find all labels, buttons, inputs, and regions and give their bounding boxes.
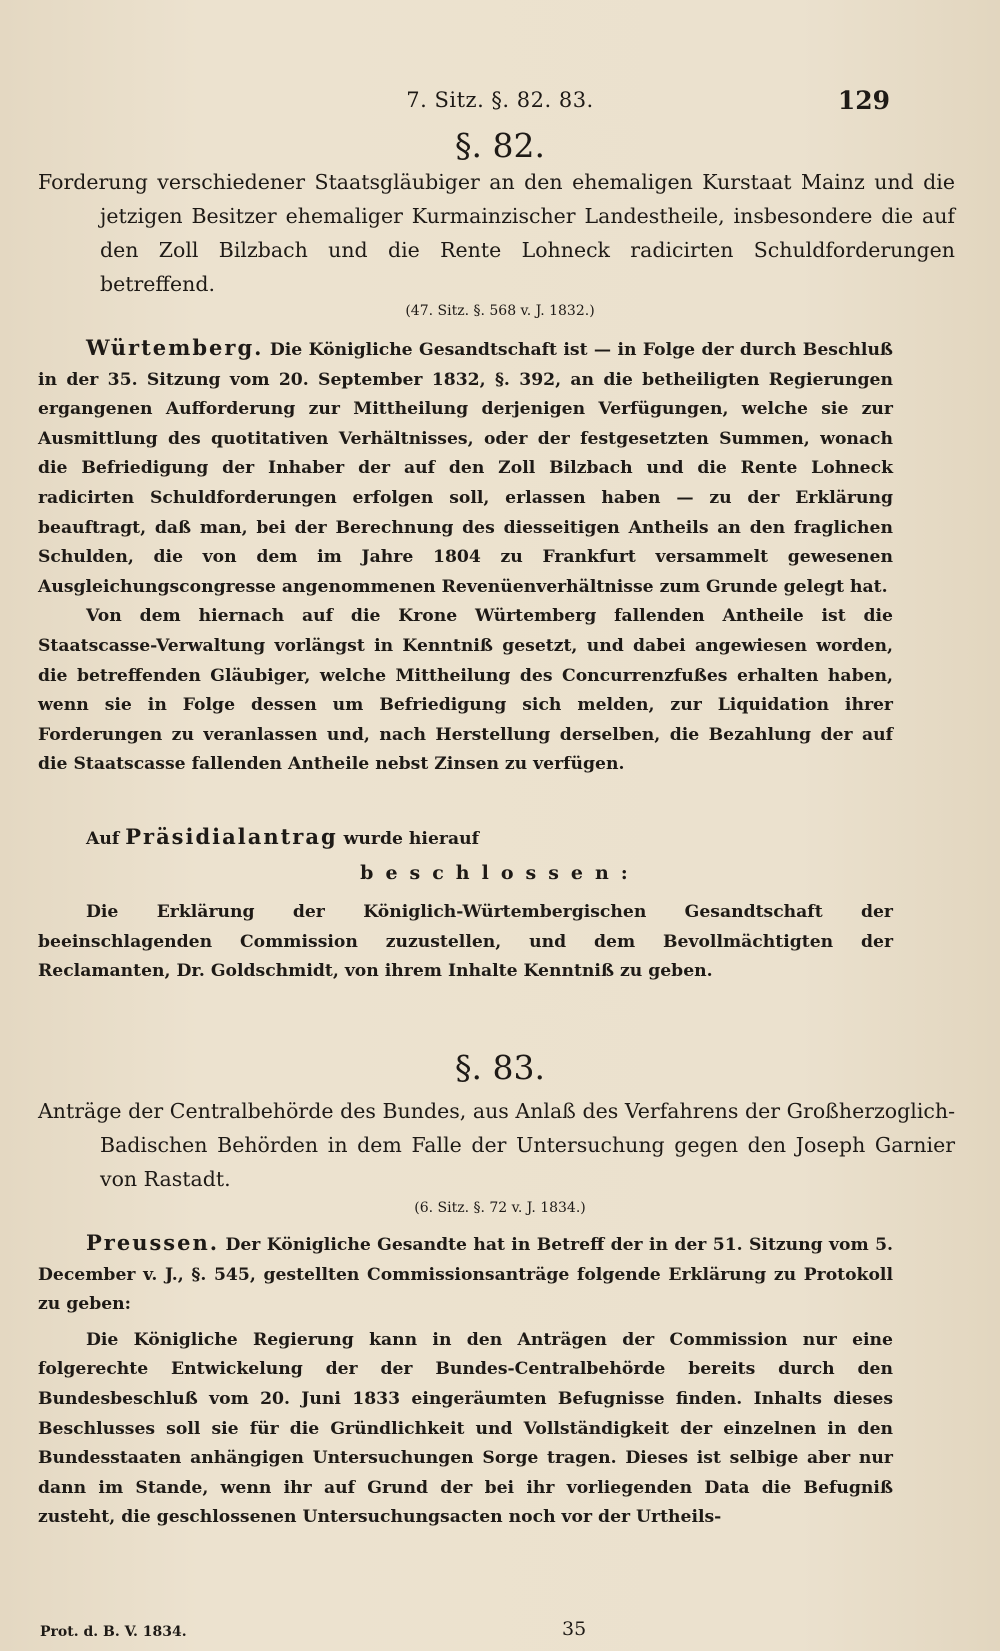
section-82-paragraph-2: Von dem hiernach auf die Krone Würtemberg fallenden Antheile ist die Staatscasse-Verwaltung vorlängst in Kenntniß gesetzt, und dabei angewiesen worden, die betreffenden Gläubiger, welche Mittheilung des Concurrenzfußes erhalten haben, wenn sie in Folge dessen um Befriedigung sich melden, zur Liquidation ihrer Forderungen zu veranlassen und, nach Herstellung derselben, die Bezahlung der auf die Staatscasse fallenden Antheile nebst Zinsen zu verfügen. — [38, 606, 893, 775]
section-82-title: Forderung verschiedener Staatsgläubiger an den ehemaligen Kurstaat Mainz und die jetzigen Besitzer ehemaliger Kurmainzischer Landestheile, insbesondere die auf den Zoll Bilzbach und die Rente Lohneck radicirten Schuldforderungen betreffend. — [38, 170, 955, 296]
section-83-paragraph-2: Die Königliche Regierung kann in den Anträgen der Commission nur eine folgerechte Entwickelung der der Bundes-Centralbehörde bereits durch den Bundesbeschluß vom 20. Juni 1833 eingeräumten Befugnisse finden. Inhalts dieses Beschlusses soll sie für die Gründlichkeit und Vollständigkeit der einzelnen in den Bundesstaaten anhängigen Untersuchungen Sorge tragen. Dieses ist selbige aber nur dann im Stande, wenn ihr auf Grund der bei ihr vorliegenden Data die Befugniß zusteht, die geschlossenen Untersuchungsacten noch vor der Urtheils- — [38, 1329, 893, 1528]
section-83-heading: §. 83. — [455, 1048, 545, 1087]
paragraph-text: Der Königliche Gesandte hat in Betreff der in der 51. Sitzung vom 5. December v. J., §. 545, gestellten Commissionsanträge folgende Erklärung zu Protokoll zu geben: — [38, 1235, 894, 1315]
page-number: 129 — [837, 86, 890, 115]
section-83-citation: (6. Sitz. §. 72 v. J. 1834.) — [414, 1200, 586, 1216]
section-83-paragraph-1 — [38, 1228, 893, 1320]
resolution-label: beschlossen: — [360, 862, 640, 884]
section-82-resolution-body — [38, 898, 893, 987]
footer-sheet-number: 35 — [562, 1618, 587, 1640]
section-82-heading: §. 82. — [455, 126, 545, 165]
section-82-paragraph-1 — [38, 333, 893, 602]
section-82-paragraph-3: Die Erklärung der Königlich-Würtembergischen Gesandtschaft der beeinschlagenden Commission zuzustellen, und dem Bevollmächtigten der Reclamanten, Dr. Goldschmidt, von ihrem Inhalte Kenntniß zu geben. — [38, 902, 893, 982]
running-head: 7. Sitz. §. 82. 83. — [406, 88, 594, 112]
section-82-body — [38, 333, 893, 780]
section-83-title: Anträge der Centralbehörde des Bundes, aus Anlaß des Verfahrens der Großherzoglich-Badischen Behörden in dem Falle der Untersuchung gegen den Joseph Garnier von Rastadt. — [38, 1099, 955, 1191]
footer-signature: Prot. d. B. V. 1834. — [40, 1624, 187, 1640]
motion-lead: Präsidialantrag — [125, 824, 338, 849]
section-82-citation: (47. Sitz. §. 568 v. J. 1832.) — [405, 303, 595, 319]
motion-suffix: wurde hierauf — [343, 829, 479, 849]
state-name-wuertemberg: Würtemberg. — [86, 335, 264, 360]
state-name-preussen: Preussen. — [86, 1230, 220, 1255]
paragraph-text: Die Königliche Gesandtschaft ist — in Folge der durch Beschluß in der 35. Sitzung vom 20. September 1832, §. 392, an die betheiligten Regierungen ergangenen Aufforderung zur Mittheilung derjenigen Verfügungen, welche sie zur Ausmittlung des quotitativen Verhältnisses, oder der festgesetzten Summen, wonach die Befriedigung der Inhaber der auf den Zoll Bilzbach und die Rente Lohneck radicirten Schuldforderungen erfolgen soll, erlassen haben — zu der Erklärung beauftragt, daß man, bei der Berechnung des diesseitigen Antheils an den fraglichen Schulden, die von dem im Jahre 1804 zu Frankfurt versammelt gewesenen Ausgleichungscongresse angenommenen Revenüenverhältnisse zum Grunde gelegt hat. — [38, 340, 893, 597]
motion-line — [38, 822, 893, 855]
motion-prefix: Auf — [86, 829, 120, 849]
section-83-body — [38, 1228, 893, 1533]
